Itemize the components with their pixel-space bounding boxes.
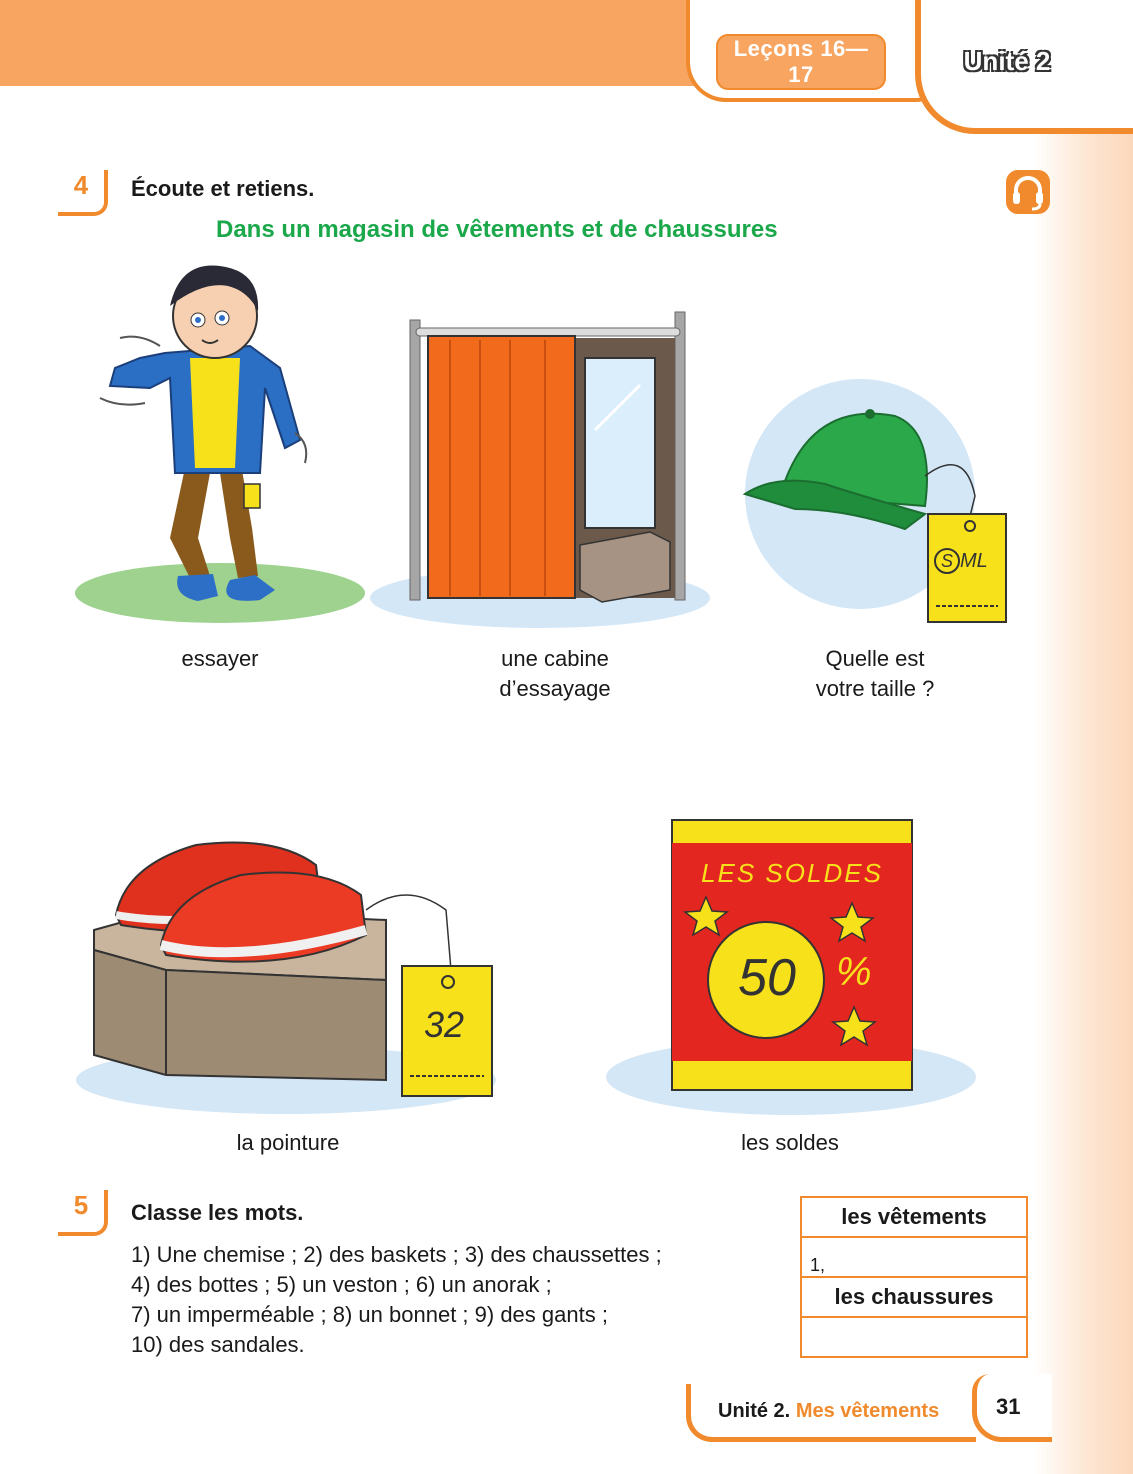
word-list-line: 10) des sandales.: [131, 1332, 305, 1357]
classification-table: [800, 1196, 1028, 1358]
word-list-line: 4) des bottes ; 5) un veston ; 6) un anorak ;: [131, 1272, 552, 1297]
sale-title: LES SOLDES: [701, 858, 883, 888]
sale-percent-number: 50: [738, 949, 796, 1007]
word-list-line: 7) un imperméable ; 8) un bonnet ; 9) des gants ;: [131, 1302, 608, 1327]
table-cell-vetements[interactable]: 1,: [801, 1237, 1027, 1277]
exercise-4-title: Écoute et retiens.: [131, 176, 315, 201]
cap-tag-sizes: S ML: [934, 548, 988, 574]
fitting-room-illustration: [370, 300, 710, 630]
shoe-size-label: 32: [423, 1004, 465, 1045]
exercise-5-number: 5: [58, 1190, 108, 1236]
caption-cabine: une cabine d’essayage: [499, 646, 611, 701]
caption-soldes: les soldes: [741, 1130, 839, 1155]
word-list-line: 1) Une chemise ; 2) des baskets ; 3) des chaussettes ;: [131, 1242, 662, 1267]
caption-taille: Quelle est votre taille ?: [815, 646, 935, 701]
headset-icon[interactable]: [1006, 170, 1050, 214]
caption-essayer: essayer: [181, 646, 259, 671]
caption-pointure: la pointure: [236, 1130, 340, 1155]
exercise-4-number: 4: [58, 170, 108, 216]
page-number: 31: [996, 1394, 1021, 1419]
table-head-vetements: les vêtements: [801, 1197, 1027, 1237]
sneakers-box-illustration: [76, 830, 516, 1120]
table-cell-chaussures[interactable]: [801, 1317, 1027, 1357]
lecons-label: Leçons 16—17: [716, 34, 886, 90]
sale-percent-sign: %: [836, 950, 872, 994]
exercise-5-word-list: [131, 1240, 662, 1360]
unite-label: Unité 2: [963, 46, 1051, 76]
exercise-5-title: Classe les mots.: [131, 1200, 304, 1225]
table-head-chaussures: les chaussures: [801, 1277, 1027, 1317]
exercise-4-subtitle: Dans un magasin de vêtements et de chaussures: [216, 216, 778, 243]
footer-unit-title: Unité 2. Mes vêtements: [718, 1400, 940, 1422]
right-margin-strip: [1033, 0, 1133, 1474]
boy-trying-jacket-illustration: [70, 258, 370, 628]
cap-size-tag-illustration: [740, 376, 1020, 636]
